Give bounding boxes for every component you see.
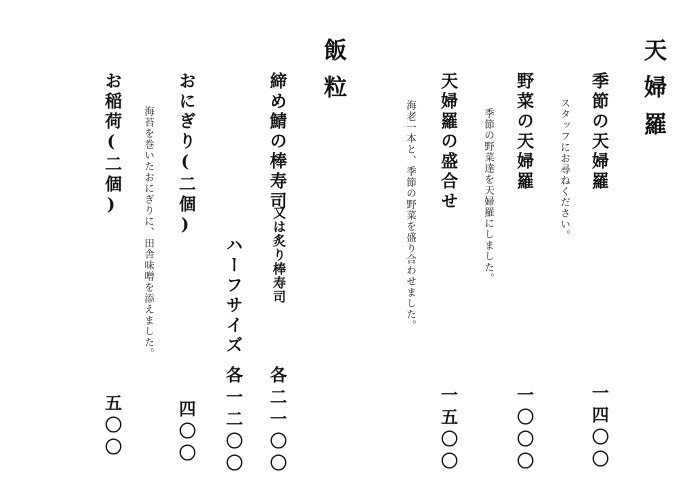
menu-item-name: 野菜の天婦羅: [513, 72, 533, 192]
menu-item-sub-price: 各一二〇〇: [222, 366, 242, 476]
menu-item-name: 天婦羅の盛合せ: [437, 72, 457, 212]
menu-item-note: 海苔を巻いたおにぎりに、田舎味噌を添えました。: [142, 106, 153, 359]
menu-item-name: 季節の天婦羅: [588, 72, 608, 192]
menu-item-price: 四〇〇: [175, 400, 195, 466]
menu-item-price: 一四〇〇: [588, 384, 608, 472]
menu-item-price: 一五〇〇: [437, 386, 457, 474]
menu-item-note: 季節の野菜達を天婦羅にしました。: [482, 108, 493, 284]
menu-item-sub-name: ハーフサイズ: [222, 236, 242, 356]
section-title-tempura: 天婦羅: [640, 38, 667, 149]
menu-item-name-suffix: 又は炙り棒寿司: [270, 206, 285, 304]
menu-item-name: 締め鯖の棒寿司: [266, 72, 286, 212]
menu-item-note: 海老一本と、季節の野菜を盛り合わせました。: [404, 100, 415, 331]
menu-item-name: お稲荷(二個): [101, 72, 121, 218]
menu-item-price: 各二一〇〇: [266, 366, 286, 476]
menu-item-price: 一〇〇〇: [513, 386, 533, 474]
menu-item-note: スタッフにお尋ねください。: [558, 98, 569, 241]
menu-item-name: おにぎり(二個): [175, 72, 195, 238]
section-title-rice: 飯粒: [320, 38, 347, 112]
menu-item-price: 五〇〇: [101, 394, 121, 460]
